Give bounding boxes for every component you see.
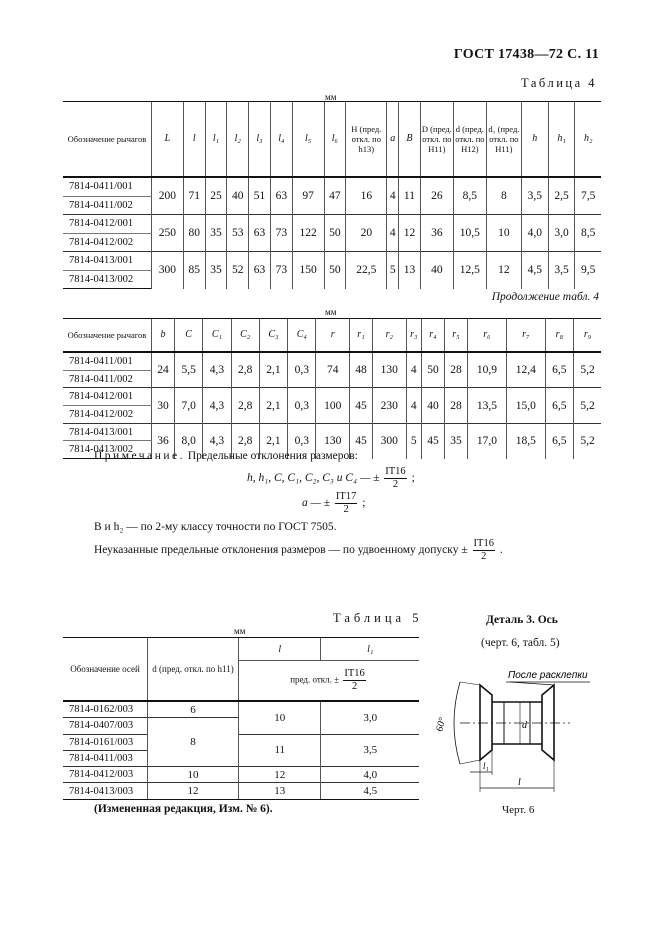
- table4-header-cell: h₁: [548, 102, 575, 178]
- figure-caption: Черт. 6: [502, 804, 535, 816]
- table5-l1-cell: 3,0: [321, 701, 419, 734]
- table5-d-cell: 6: [148, 701, 239, 718]
- value-cell: 230: [372, 388, 406, 423]
- value-cell: 4,3: [203, 352, 231, 388]
- table4-header-cell: l₄: [270, 102, 292, 178]
- designation-cell: 7814-0412/002: [69, 408, 134, 420]
- note-formula1-fraction: [384, 466, 406, 491]
- value-cell: 8,5: [575, 215, 601, 252]
- table4-header-cell: h: [521, 102, 548, 178]
- value-cell: 2,8: [231, 388, 259, 423]
- note-formula2: [302, 491, 365, 516]
- fraction-denominator: 2: [351, 681, 358, 693]
- note-intro: [94, 450, 358, 462]
- table5-l-cell: 12: [239, 767, 321, 783]
- table4cont-header-cell: Обозначение рычагов: [63, 319, 152, 353]
- value-cell: 28: [444, 388, 467, 423]
- table4cont-header-cell: b: [152, 319, 175, 353]
- table-row: [63, 783, 419, 799]
- value-cell: 13,5: [467, 388, 506, 423]
- value-cell: 8: [486, 177, 521, 215]
- table5-caption: Таблица 5: [333, 611, 423, 625]
- value-cell: 12: [399, 215, 421, 252]
- detail-title-text: Деталь 3. Ось: [486, 614, 558, 626]
- value-cell: 150: [292, 252, 324, 289]
- value-cell: 5: [387, 252, 399, 289]
- angle-ext-bottom: [460, 760, 480, 764]
- note-line4-fraction: [473, 538, 495, 563]
- value-cell: 5,2: [574, 352, 602, 388]
- table4cont-header-cell: C₂: [231, 319, 259, 353]
- note-formula2-end: ;: [362, 497, 366, 510]
- table5-header-cell: l: [239, 638, 321, 661]
- table4-header-cell: d (пред. откл. по H12): [453, 102, 486, 178]
- value-cell: 300: [152, 252, 184, 289]
- table4cont-header-cell: C: [175, 319, 203, 353]
- table-row: [63, 252, 601, 271]
- note-formula1: [247, 466, 415, 491]
- value-cell: 10,9: [467, 352, 506, 388]
- value-cell: 50: [421, 352, 444, 388]
- table-row: [63, 177, 601, 196]
- value-cell: 35: [205, 215, 227, 252]
- table5-d-cell: 12: [148, 783, 239, 799]
- table5-header-row: [63, 638, 419, 661]
- table4-header-cell: L: [152, 102, 184, 178]
- table5-sub-label: пред. откл. ±: [290, 674, 340, 685]
- angle-ext-top: [460, 682, 480, 685]
- designation-cell: 7814-0412/002: [69, 236, 134, 248]
- fraction-numerator: IT16: [344, 668, 365, 680]
- table4-caption: Таблица 4: [521, 76, 597, 90]
- table5-l1-cell: 4,5: [321, 783, 419, 799]
- table5: [63, 637, 419, 800]
- value-cell: 15,0: [506, 388, 545, 423]
- value-cell: 12,5: [453, 252, 486, 289]
- designation-cell: 7814-0411/001: [63, 177, 152, 196]
- value-cell: 5,2: [574, 388, 602, 423]
- note-text: Предельные отклонения размеров:: [187, 450, 358, 462]
- l-label: l: [518, 777, 521, 788]
- table5-body: [63, 701, 419, 799]
- table5-code-cell: 7814-0411/003: [63, 750, 148, 766]
- value-cell: 2,8: [231, 423, 259, 458]
- value-cell: 50: [324, 215, 346, 252]
- angle-arc: [454, 682, 460, 764]
- table5-l-cell: 11: [239, 734, 321, 767]
- value-cell: 17,0: [467, 423, 506, 458]
- table5-l-cell: 10: [239, 701, 321, 734]
- value-cell: 0,3: [288, 388, 316, 423]
- table4cont-unit: мм: [325, 307, 337, 317]
- value-cell: 4: [387, 177, 399, 215]
- value-cell: 250: [152, 215, 184, 252]
- value-cell: 36: [420, 215, 453, 252]
- designation-cell: 7814-0413/001: [63, 252, 152, 271]
- table5-header-cell: l₁: [321, 638, 419, 661]
- table4cont-header-cell: r₃: [406, 319, 421, 353]
- value-cell: 52: [227, 252, 249, 289]
- value-cell: 50: [324, 252, 346, 289]
- value-cell: 3,0: [548, 215, 575, 252]
- value-cell: 10: [486, 215, 521, 252]
- value-cell: 85: [183, 252, 205, 289]
- angle-label: 60°: [434, 716, 449, 733]
- fraction-numerator: IT16: [385, 466, 406, 477]
- value-cell: 7,0: [175, 388, 203, 423]
- table5-subheader-cell: [239, 661, 420, 701]
- table-row: [63, 215, 601, 234]
- table-row: [63, 734, 419, 750]
- designation-cell: 7814-0412/001: [63, 215, 152, 234]
- value-cell: 48: [349, 352, 372, 388]
- value-cell: 40: [420, 252, 453, 289]
- value-cell: 18,5: [506, 423, 545, 458]
- table4cont-header-cell: C₃: [259, 319, 287, 353]
- value-cell: 4,0: [521, 215, 548, 252]
- table5-d-cell: 10: [148, 767, 239, 783]
- table4-header-cell: h₂: [575, 102, 601, 178]
- value-cell: 45: [349, 388, 372, 423]
- table4cont-header-cell: r₇: [506, 319, 545, 353]
- value-cell: 130: [316, 423, 350, 458]
- table-row: [63, 701, 419, 718]
- value-cell: 8,5: [453, 177, 486, 215]
- table4-header-cell: a: [387, 102, 399, 178]
- value-cell: 2,8: [231, 352, 259, 388]
- designation-cell: 7814-0413/001: [63, 423, 152, 441]
- table5-l1-cell: 4,0: [321, 767, 419, 783]
- value-cell: 24: [152, 352, 175, 388]
- table4cont-header-cell: r₁: [349, 319, 372, 353]
- designation-cell: 7814-0411/001: [63, 352, 152, 370]
- fraction-denominator: 2: [343, 504, 349, 515]
- value-cell: 63: [249, 252, 271, 289]
- designation-cell: 7814-0411/002: [69, 199, 133, 211]
- value-cell: 5: [406, 423, 421, 458]
- value-cell: 35: [444, 423, 467, 458]
- value-cell: 12,4: [506, 352, 545, 388]
- value-cell: 6,5: [545, 388, 573, 423]
- value-cell: 122: [292, 215, 324, 252]
- table5-unit: мм: [234, 626, 246, 636]
- value-cell: 100: [316, 388, 350, 423]
- note-line4-end: .: [499, 544, 503, 557]
- table4-header-cell: l₆: [324, 102, 346, 178]
- table-row: [63, 388, 601, 406]
- table4cont-header-cell: r₆: [467, 319, 506, 353]
- value-cell: 10,5: [453, 215, 486, 252]
- value-cell: 40: [421, 388, 444, 423]
- value-cell: 4: [406, 388, 421, 423]
- value-cell: 74: [316, 352, 350, 388]
- value-cell: 2,1: [259, 352, 287, 388]
- table4cont-header-cell: r₂: [372, 319, 406, 353]
- table4-header-cell: l₃: [249, 102, 271, 178]
- table-row: [63, 423, 601, 441]
- table5-d-cell: 8: [148, 718, 239, 767]
- value-cell: 45: [421, 423, 444, 458]
- designation-cell: 7814-0413/002: [63, 270, 152, 289]
- value-cell: 2,5: [548, 177, 575, 215]
- value-cell: 73: [270, 215, 292, 252]
- table4cont-header-cell: r₈: [545, 319, 573, 353]
- value-cell: 4: [406, 352, 421, 388]
- value-cell: 25: [205, 177, 227, 215]
- table5-l-cell: 13: [239, 783, 321, 799]
- table4cont: [63, 318, 601, 459]
- table4-header-cell: l₂: [227, 102, 249, 178]
- detail-title: [486, 614, 558, 626]
- value-cell: 3,5: [521, 177, 548, 215]
- label-leader: [510, 682, 554, 685]
- value-cell: 200: [152, 177, 184, 215]
- right-flange: [542, 685, 554, 760]
- value-cell: 2,1: [259, 423, 287, 458]
- after-riveting-label: После расклепки: [508, 670, 588, 681]
- table-row: [63, 352, 601, 370]
- designation-cell: 7814-0412/001: [63, 388, 152, 406]
- l1-label: l₁: [483, 761, 489, 771]
- fraction-denominator: 2: [392, 479, 399, 490]
- value-cell: 35: [205, 252, 227, 289]
- table4cont-header-cell: C₁: [203, 319, 231, 353]
- table4-body: [63, 177, 601, 289]
- table5-code-cell: 7814-0412/003: [63, 767, 148, 783]
- value-cell: 130: [372, 352, 406, 388]
- table4cont-header-cell: r₅: [444, 319, 467, 353]
- table4-header-cell: D (пред. откл. по H11): [420, 102, 453, 178]
- table4-header-cell: l₅: [292, 102, 324, 178]
- value-cell: 4: [387, 215, 399, 252]
- value-cell: 7,5: [575, 177, 601, 215]
- value-cell: 4,3: [203, 423, 231, 458]
- table5-code-cell: 7814-0413/003: [63, 783, 148, 799]
- value-cell: 11: [399, 177, 421, 215]
- page-header: ГОСТ 17438—72 С. 11: [453, 47, 599, 62]
- note-lead: Примечание.: [94, 450, 185, 462]
- table4cont-header-cell: r₄: [421, 319, 444, 353]
- note-line4: [94, 538, 503, 563]
- table4: [63, 101, 601, 289]
- fraction-numerator: IT17: [335, 491, 357, 502]
- fraction-denominator: 2: [481, 551, 487, 562]
- value-cell: 97: [292, 177, 324, 215]
- value-cell: 73: [270, 252, 292, 289]
- table4cont-header-cell: r₉: [574, 319, 602, 353]
- value-cell: 80: [183, 215, 205, 252]
- value-cell: 22,5: [346, 252, 387, 289]
- table4-header-cell: H (пред. откл. по h13): [346, 102, 387, 178]
- value-cell: 36: [152, 423, 175, 458]
- value-cell: 30: [152, 388, 175, 423]
- left-flange: [480, 685, 492, 760]
- table5-sub-fraction: [343, 668, 365, 693]
- detail-ref: (черт. 6, табл. 5): [481, 637, 560, 649]
- value-cell: 0,3: [288, 352, 316, 388]
- table4cont-header-cell: r: [316, 319, 350, 353]
- table4cont-header-row: [63, 319, 601, 353]
- table-row: [63, 767, 419, 783]
- value-cell: 40: [227, 177, 249, 215]
- value-cell: 71: [183, 177, 205, 215]
- value-cell: 12: [486, 252, 521, 289]
- table4cont-header-cell: C₄: [288, 319, 316, 353]
- value-cell: 63: [249, 215, 271, 252]
- note-formula2-fraction: [335, 491, 357, 516]
- table4-header-row: [63, 102, 601, 178]
- table4-header-cell: d₁ (пред. откл. по H11): [486, 102, 521, 178]
- value-cell: 6,5: [545, 352, 573, 388]
- value-cell: 5,2: [574, 423, 602, 458]
- table5-header-cell: d (пред. откл. по h11): [148, 638, 239, 702]
- value-cell: 13: [399, 252, 421, 289]
- value-cell: 9,5: [575, 252, 601, 289]
- table5-code-cell: 7814-0407/003: [63, 718, 148, 734]
- table4-header-cell: l₁: [205, 102, 227, 178]
- value-cell: 8,0: [175, 423, 203, 458]
- value-cell: 63: [270, 177, 292, 215]
- value-cell: 28: [444, 352, 467, 388]
- value-cell: 0,3: [288, 423, 316, 458]
- fraction-numerator: IT16: [473, 538, 494, 549]
- axle-drawing: [420, 660, 620, 800]
- note-formula1-left: h, h₁, C, C₁, C₂, C₃ и C₄ — ±: [247, 472, 380, 485]
- value-cell: 4,3: [203, 388, 231, 423]
- value-cell: 20: [346, 215, 387, 252]
- value-cell: 51: [249, 177, 271, 215]
- note-line3: B и h₂ — по 2-му классу точности по ГОСТ 7505.: [94, 521, 337, 533]
- table5-header-cell: Обозначение осей: [63, 638, 148, 702]
- value-cell: 6,5: [545, 423, 573, 458]
- value-cell: 5,5: [175, 352, 203, 388]
- table4-header-cell: l: [183, 102, 205, 178]
- table5-code-cell: 7814-0161/003: [63, 734, 148, 750]
- value-cell: 2,1: [259, 388, 287, 423]
- table4cont-caption: Продолжение табл. 4: [491, 291, 599, 303]
- value-cell: 47: [324, 177, 346, 215]
- d-label: d: [522, 720, 527, 731]
- value-cell: 26: [420, 177, 453, 215]
- table4-unit: мм: [325, 92, 337, 102]
- value-cell: 53: [227, 215, 249, 252]
- note-formula1-end: ;: [411, 472, 415, 485]
- value-cell: 16: [346, 177, 387, 215]
- note-line4-text: Неуказанные предельные отклонения размеров — по удвоенному допуску ±: [94, 544, 468, 557]
- table5-l1-cell: 3,5: [321, 734, 419, 767]
- table4-header-cell: Обозначение рычагов: [63, 102, 152, 178]
- value-cell: 3,5: [548, 252, 575, 289]
- table5-code-cell: 7814-0162/003: [63, 701, 148, 718]
- designation-cell: 7814-0411/002: [69, 373, 133, 385]
- designation-cell: 7814-0413/002: [63, 441, 152, 459]
- revision-note: (Измененная редакция, Изм. № 6).: [94, 803, 273, 815]
- value-cell: 4,5: [521, 252, 548, 289]
- table4cont-body: [63, 352, 601, 459]
- table4-header-cell: B: [399, 102, 421, 178]
- value-cell: 300: [372, 423, 406, 458]
- value-cell: 45: [349, 423, 372, 458]
- note-formula2-left: a — ±: [302, 497, 331, 510]
